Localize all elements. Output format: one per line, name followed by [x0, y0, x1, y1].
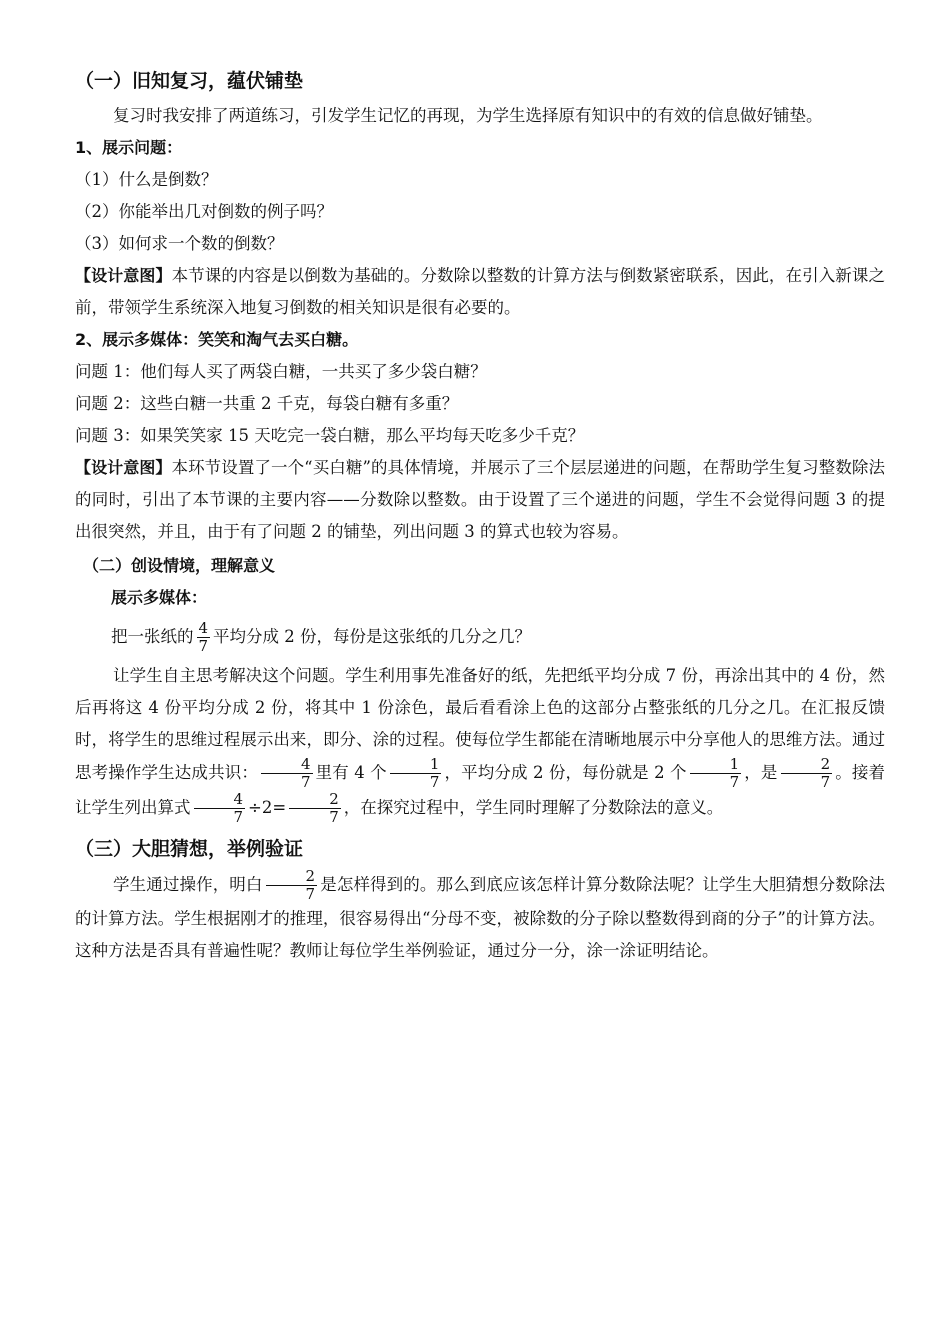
para-text-g: ，在探究过程中，学生同时理解了分数除法的意义。	[343, 798, 724, 817]
task-text-b: 平均分成 2 份，每份是这张纸的几分之几？	[213, 627, 532, 646]
fraction-2-7: $\frac{2}{7}$	[266, 868, 318, 903]
show-multimedia-label: 展示多媒体：	[111, 588, 208, 607]
fraction-4-7: $\frac{4}{7}$	[198, 619, 209, 655]
design-intent-2	[75, 452, 885, 548]
show-problems-title: 1、展示问题：	[75, 138, 183, 157]
section-3-paragraph	[75, 868, 885, 967]
para-text-e: 。接着让学生列出算式	[75, 763, 886, 817]
question-1: （1）什么是倒数？	[75, 170, 218, 189]
fraction-2-7: $\frac{2}{7}$	[289, 791, 341, 826]
fraction-4-7: $\frac{4}{7}$	[194, 791, 246, 826]
multimedia-title: 2、展示多媒体：笑笑和淘气去买白糖。	[75, 330, 359, 349]
para-text-d: ，是	[744, 763, 778, 782]
para-text-b: 里有 4 个	[315, 763, 387, 782]
paper-task	[75, 614, 885, 660]
section-2-heading: （二）创设情境，理解意义	[83, 556, 276, 575]
section-2-paragraph	[75, 660, 885, 826]
fraction-1-7: $\frac{1}{7}$	[690, 756, 742, 791]
section-1-intro: 复习时我安排了两道练习，引发学生记忆的再现，为学生选择原有知识中的有效的信息做好铺垫。	[113, 106, 823, 125]
section-3-heading: （三）大胆猜想，举例验证	[75, 838, 304, 860]
fraction-2-7: $\frac{2}{7}$	[781, 756, 833, 791]
media-question-3: 问题 3：如果笑笑家 15 天吃完一袋白糖，那么平均每天吃多少千克？	[75, 426, 585, 445]
design-intent-label: 【设计意图】	[75, 458, 172, 477]
document-page	[75, 62, 885, 967]
task-text-a: 把一张纸的	[111, 627, 194, 646]
media-question-1: 问题 1：他们每人买了两袋白糖，一共买了多少袋白糖？	[75, 362, 487, 381]
design-intent-label: 【设计意图】	[75, 266, 172, 285]
para-text-c: ，平均分成 2 份，每份就是 2 个	[444, 763, 687, 782]
s3-text-b: 是怎样得到的。那么到底应该怎样计算分数除法呢？让学生大胆猜想分数除法的计算方法。学生根据刚才的推理，很容易得出“分母不变，被除数的分子除以整数得到商的分子”的计算方法。这种方法是否具有普遍性呢？教师让每位学生举例验证，通过分一分，涂一涂证明结论。	[75, 875, 886, 960]
section-1-heading: （一）旧知复习，蕴伏铺垫	[75, 70, 304, 92]
para-text-f: ÷2=	[248, 798, 287, 817]
fraction-4-7: $\frac{4}{7}$	[261, 756, 313, 791]
design-intent-1	[75, 260, 885, 324]
design-intent-1-text: 本节课的内容是以倒数为基础的。分数除以整数的计算方法与倒数紧密联系，因此，在引入新课之前，带领学生系统深入地复习倒数的相关知识是很有必要的。	[75, 266, 885, 317]
question-3: （3）如何求一个数的倒数？	[75, 234, 284, 253]
para-text-a: 让学生自主思考解决这个问题。学生利用事先准备好的纸，先把纸平均分成 7 份，再涂出其中的 4 份，然后再将这 4 份平均分成 2 份，将其中 1 份涂色，最后看看涂上色的这部分占整张纸的几分之几。在汇报反馈时，将学生的思维过程展示出来，即分、涂的过程。使每位学生都能在清晰地展示中分享他人的思维方法。通过思考操作学生达成共识：	[75, 666, 885, 782]
question-2: （2）你能举出几对倒数的例子吗？	[75, 202, 333, 221]
fraction-1-7: $\frac{1}{7}$	[390, 756, 442, 791]
s3-text-a: 学生通过操作，明白	[113, 875, 263, 894]
media-question-2: 问题 2：这些白糖一共重 2 千克，每袋白糖有多重？	[75, 394, 459, 413]
design-intent-2-text: 本环节设置了一个“买白糖”的具体情境，并展示了三个层层递进的问题，在帮助学生复习整数除法的同时，引出了本节课的主要内容——分数除以整数。由于设置了三个递进的问题，学生不会觉得问题 3 的提出很突然，并且，由于有了问题 2 的铺垫，列出问题 3 的算式也较为容易。	[75, 458, 885, 541]
